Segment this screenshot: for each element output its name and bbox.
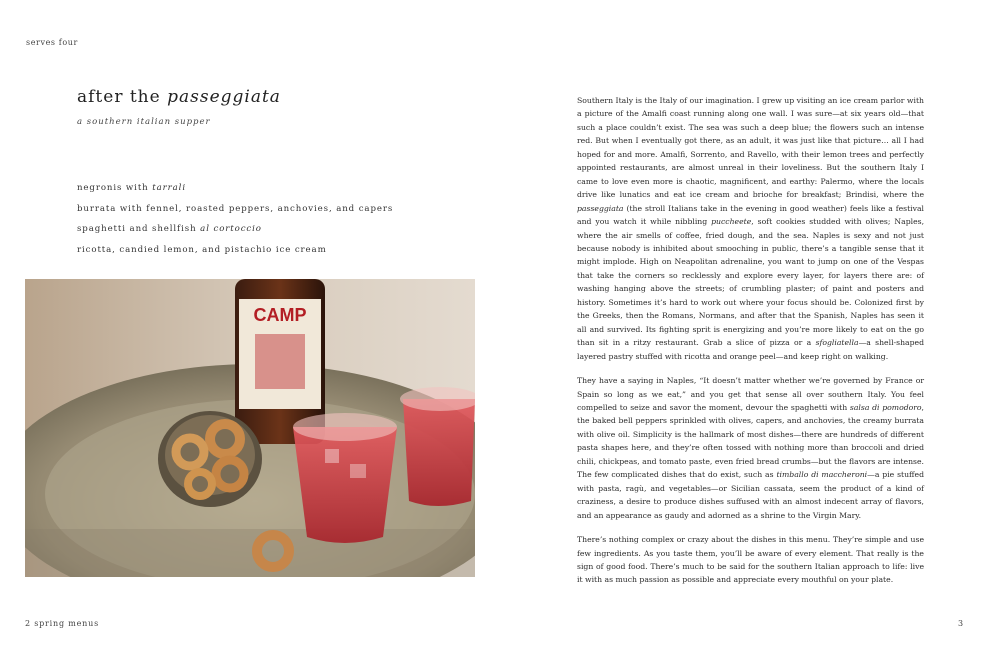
negroni-glass-right — [400, 387, 475, 506]
body-text — [577, 94, 924, 598]
course-list — [77, 178, 393, 261]
course-text: spaghetti and shellfish — [77, 224, 201, 235]
menu-title — [77, 87, 281, 107]
negroni-glass-left — [293, 413, 397, 543]
folio-right: 3 — [958, 619, 964, 628]
course-text: negronis with — [77, 183, 153, 193]
body-italic-run: salsa di pomodoro — [849, 402, 922, 412]
body-text-run: —a pie stuffed with pasta, ragù, and vegetables—or Sicilian cassata, seem the product of a kind of craziness, a desire to produce dishes suffused with an almost indecent array of flavors, and an appearance as gaudy and adorned as a shrine to the Virgin Mary. — [577, 470, 924, 520]
course-item — [77, 219, 393, 240]
food-photo-illustration — [25, 279, 475, 577]
course-italic: al cortoccio — [200, 224, 262, 235]
course-text: burrata with fennel, roasted peppers, anchovies, and capers — [77, 203, 394, 214]
body-text-run: They have a saying in Naples, “It doesn’t matter whether we’re governed by France or Spain so long as we eat,” and you get that sense all over southern Italy. You feel compelled to seize and savor the moment, devour the spaghetti with — [577, 376, 924, 412]
taralli-bowl — [158, 411, 262, 507]
menu-title-prefix: after the — [77, 87, 161, 107]
course-item — [77, 178, 393, 199]
body-paragraph — [577, 533, 924, 587]
body-italic-run: passeggiata — [577, 203, 624, 213]
body-italic-run: puccheete — [711, 217, 752, 227]
body-text-run: , the baked bell peppers sprinkled with olives, capers, and anchovies, the creamy burrata with olive oil. Simplicity is the hallmark of most dishes—there are hundreds of different pasta shapes here, and they’re often tossed with nothing more than broccoli and dried chili, chickpeas, and tomato paste, even fried bread crumbs—but the flavors are intense. The few complicated dishes that do exist, such as — [577, 402, 924, 480]
menu-subtitle: a southern italian supper — [77, 117, 211, 127]
body-paragraph — [577, 374, 924, 522]
food-photo — [25, 279, 475, 577]
body-text-run: There’s nothing complex or crazy about the dishes in this menu. They’re simple and use few ingredients. As you taste them, you’ll be aware of every element. That really is the sign of good food. There’s much to be said for the southern Italian approach to life: live it with as much passion as possible and appreciate every mouthful on your plate. — [577, 535, 924, 585]
bottle-label-text: CAMP — [253, 305, 307, 325]
body-italic-run: timballo di maccheroni — [776, 470, 868, 480]
menu-title-italic: passeggiata — [167, 87, 281, 107]
body-text-run: (the stroll Italians take in the evening in good weather) feels like a festival and you watch it while nibbling — [577, 203, 924, 227]
course-italic: tarrali — [152, 183, 186, 193]
course-text: ricotta, candied lemon, and pistachio ice cream — [77, 245, 327, 256]
body-text-run: , soft cookies studded with olives; Naples, where the air smells of coffee, fried dough, and the sea. Naples is sexy and not just because nobody is inhibited about smooching in public, there’s a tangible sense that it might implode. High on Neapolitan adrenaline, you want to jump on one of the Vespas that take the corners so recklessly and explore every layer, for layers there are: of washing hanging above the streets; of crumbling plaster; of paint and posters and history. Sometimes it’s hard to work out where your focus should be. Colonized first by the Greeks, then the Romans, Normans, and after that the Spanish, Naples has seen it all and survived. Its fighting sprit is energizing and you’re more likely to eat on the go than sit in a ritzy restaurant. Grab a slice of pizza or a — [577, 217, 925, 348]
running-head: serves four — [26, 38, 78, 47]
body-paragraph — [577, 94, 924, 363]
folio-left: 2 spring menus — [25, 619, 99, 628]
body-text-run: —a shell-shaped layered pastry stuffed with ricotta and orange peel—and keep right on walking. — [577, 338, 924, 361]
course-item — [77, 199, 393, 220]
body-text-run: Southern Italy is the Italy of our imagination. I grew up visiting an ice cream parlor with a picture of the Amalfi coast running along one wall. I was sure—at six years old—that such a place couldn’t exist. The sea was such a deep blue; the flowers such an intense red. But when I eventually got there, as an adult, it was just like that picture… all I had hoped for and more. Amalfi, Sorrento, and Ravello, with their lemon trees and perfectly appointed restaurants, are almost unreal in their loveliness. But the southern Italy I came to love even more is chaotic, magnificent, and earthy: Palermo, where the locals drive like lunatics and eat ice cream and brioche for breakfast; Brindisi, where the — [577, 96, 924, 200]
body-italic-run: sfogliatella — [815, 338, 859, 348]
course-item — [77, 240, 393, 261]
